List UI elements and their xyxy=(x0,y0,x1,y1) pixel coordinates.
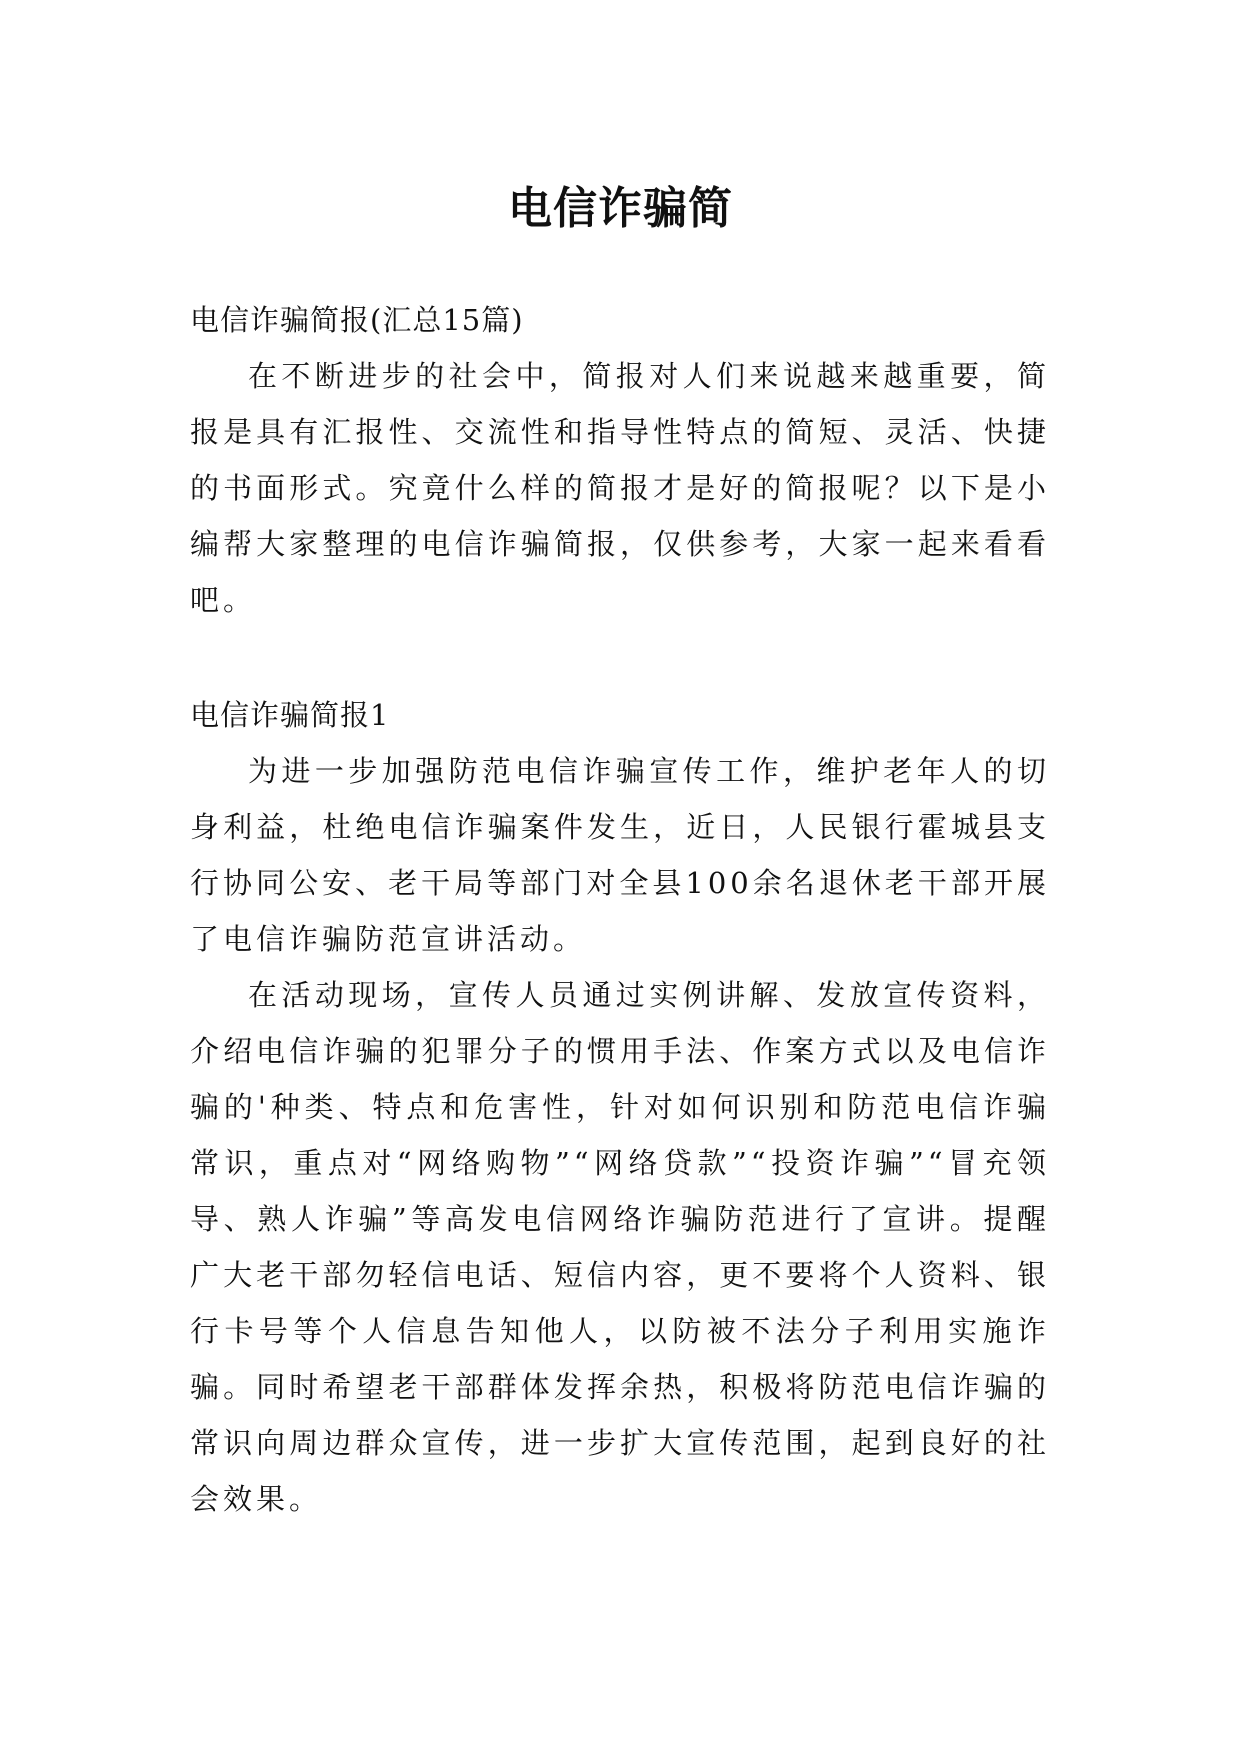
document-body xyxy=(190,292,1050,1527)
section-spacer xyxy=(190,628,1050,687)
intro-paragraph: 在不断进步的社会中，简报对人们来说越来越重要，简报是具有汇报性、交流性和指导性特点的简短、灵活、快捷的书面形式。究竟什么样的简报才是好的简报呢？以下是小编帮大家整理的电信诈骗简报，仅供参考，大家一起来看看吧。 xyxy=(190,359,1050,617)
section-paragraph: 在活动现场，宣传人员通过实例讲解、发放宣传资料，介绍电信诈骗的犯罪分子的惯用手法、作案方式以及电信诈骗的'种类、特点和危害性，针对如何识别和防范电信诈骗常识，重点对“网络购物”“网络贷款”“投资诈骗”“冒充领导、熟人诈骗”等高发电信网络诈骗防范进行了宣讲。提醒广大老干部勿轻信电话、短信内容，更不要将个人资料、银行卡号等个人信息告知他人，以防被不法分子利用实施诈骗。同时希望老干部群体发挥余热，积极将防范电信诈骗的常识向周边群众宣传，进一步扩大宣传范围，起到良好的社会效果。 xyxy=(190,978,1050,1516)
section-1 xyxy=(190,687,1050,1527)
section-heading: 电信诈骗简报1 xyxy=(190,698,390,732)
section-paragraph: 为进一步加强防范电信诈骗宣传工作，维护老年人的切身利益，杜绝电信诈骗案件发生，近日，人民银行霍城县支行协同公安、老干局等部门对全县100余名退休老干部开展了电信诈骗防范宣讲活动。 xyxy=(190,754,1050,956)
document-title: 电信诈骗简 xyxy=(508,183,733,235)
document-subtitle: 电信诈骗简报(汇总15篇) xyxy=(190,303,524,337)
